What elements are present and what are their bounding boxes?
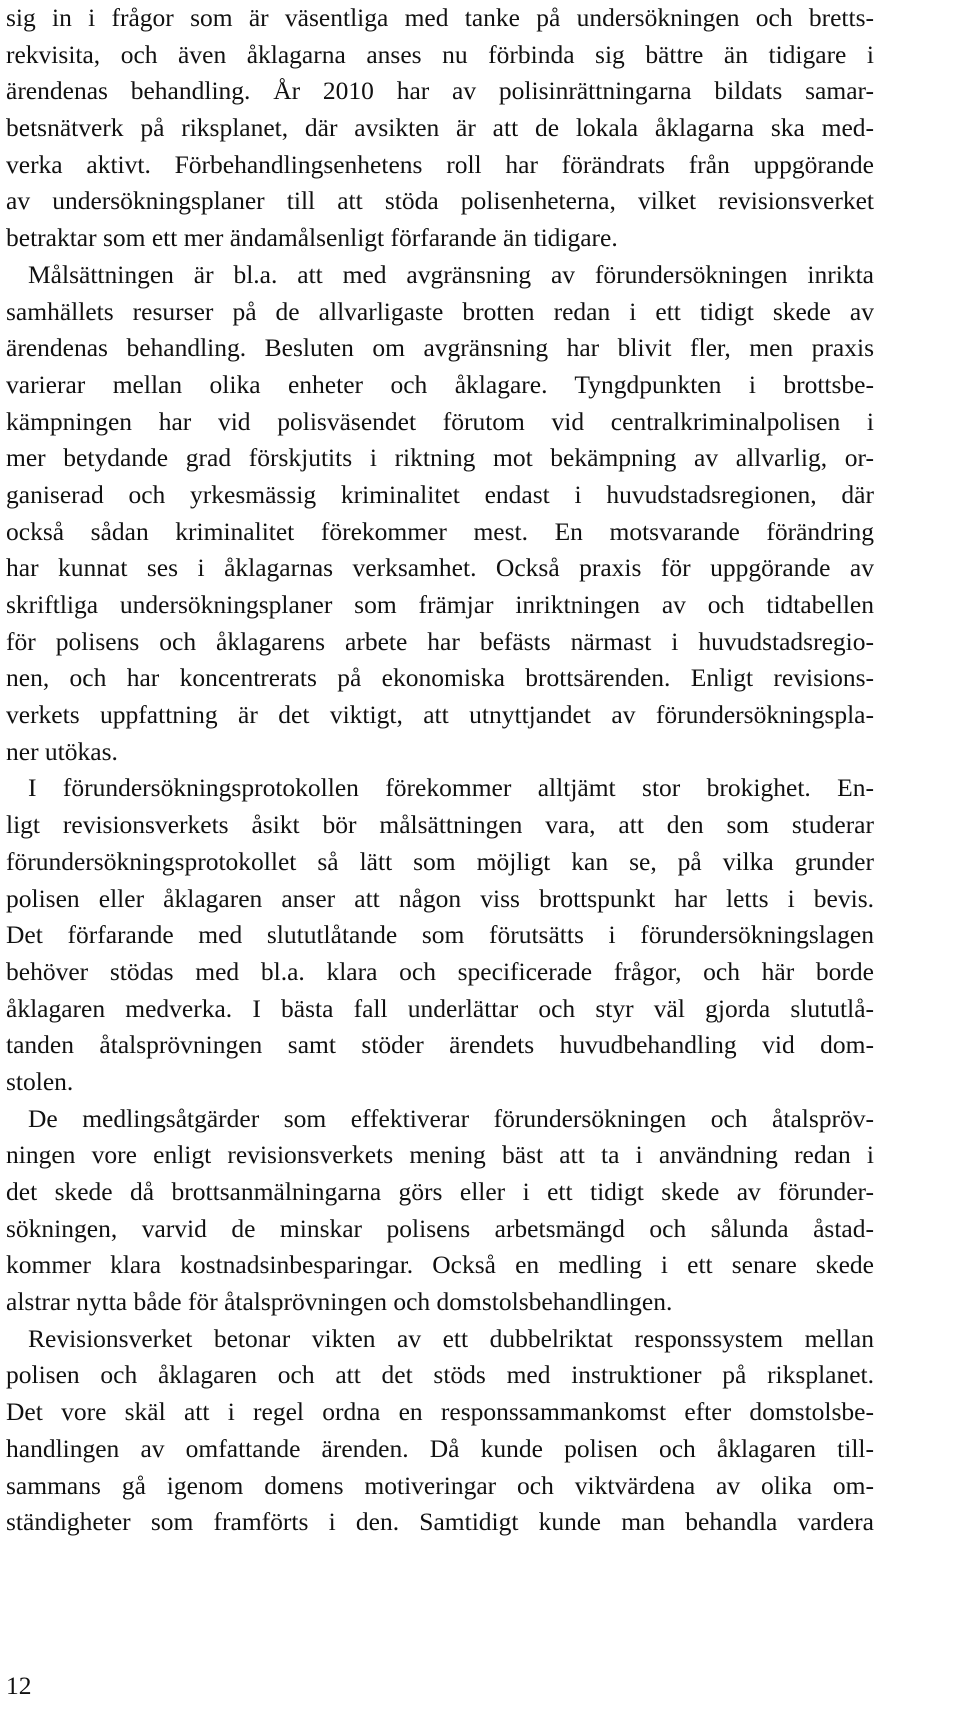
- text-line: av undersökningsplaner till att stöda polisenheterna, vilket revisionsverket: [6, 186, 874, 216]
- text-line: också sådan kriminalitet förekommer mest. En motsvarande förändring: [6, 516, 874, 546]
- text-line: ningen vore enligt revisionsverkets mening bäst att ta i användning redan i: [6, 1140, 874, 1170]
- text-line: betsnätverk på riksplanet, där avsikten är att de lokala åklagarna ska med-: [6, 113, 874, 143]
- text-line: samhällets resurser på de allvarligaste brotten redan i ett tidigt skede av: [6, 296, 874, 326]
- page-number: 12: [6, 1671, 32, 1700]
- text-line: skriftliga undersökningsplaner som främjar inriktningen av och tidtabellen: [6, 590, 874, 619]
- text-line: mer betydande grad förskjutits i riktning mot bekämpning av allvarlig, or-: [6, 443, 874, 473]
- text-line: handlingen av omfattande ärenden. Då kunde polisen och åklagaren till-: [6, 1433, 874, 1463]
- text-line: åklagaren medverka. I bästa fall underlättar och styr väl gjorda slututlå-: [6, 993, 874, 1023]
- text-line: sig in i frågor som är väsentliga med tanke på undersökningen och bretts-: [6, 3, 874, 32]
- text-line: tanden åtalsprövningen samt stöder ärendets huvudbehandling vid dom-: [6, 1030, 874, 1060]
- text-line: Det förfarande med slututlåtande som förutsätts i förundersökningslagen: [6, 920, 874, 950]
- text-line: alstrar nytta både för åtalsprövningen och domstolsbehandlingen.: [6, 1287, 673, 1317]
- text-line: Målsättningen är bl.a. att med avgränsning av förundersökningen inrikta: [28, 259, 874, 289]
- text-line: har kunnat ses i åklagarnas verksamhet. Också praxis för uppgörande av: [6, 553, 874, 583]
- text-line: kämpningen har vid polisväsendet förutom vid centralkriminalpolisen i: [6, 406, 874, 436]
- text-line: ligt revisionsverkets åsikt bör målsättningen vara, att den som studerar: [6, 810, 874, 840]
- text-line: verkets uppfattning är det viktigt, att utnyttjandet av förundersökningspla-: [6, 700, 874, 730]
- text-line: kommer klara kostnadsinbesparingar. Också en medling i ett senare skede: [6, 1250, 874, 1280]
- text-line: ständigheter som framförts i den. Samtidigt kunde man behandla vardera: [6, 1507, 874, 1537]
- text-line: ganiserad och yrkesmässig kriminalitet endast i huvudstadsregionen, där: [6, 479, 874, 509]
- text-line: polisen och åklagaren och att det stöds med instruktioner på riksplanet.: [6, 1360, 874, 1390]
- text-line: sökningen, varvid de minskar polisens arbetsmängd och sålunda åstad-: [6, 1213, 874, 1243]
- text-line: Det vore skäl att i regel ordna en responssammankomst efter domstolsbe-: [6, 1397, 874, 1427]
- text-line: verka aktivt. Förbehandlingsenhetens roll har förändrats från uppgörande: [6, 149, 874, 179]
- text-line: betraktar som ett mer ändamålsenligt förfarande än tidigare.: [6, 223, 618, 253]
- text-line: nen, och har koncentrerats på ekonomiska brottsärenden. Enligt revisions-: [6, 663, 874, 693]
- text-line: varierar mellan olika enheter och åklagare. Tyngdpunkten i brottsbe-: [6, 369, 874, 399]
- text-line: I förundersökningsprotokollen förekommer alltjämt stor brokighet. En-: [28, 773, 874, 803]
- text-line: sammans gå igenom domens motiveringar och viktvärdena av olika om-: [6, 1470, 874, 1500]
- text-line: Revisionsverket betonar vikten av ett dubbelriktat responssystem mellan: [28, 1323, 874, 1353]
- document-body: [6, 0, 874, 1541]
- text-line: rekvisita, och även åklagarna anses nu förbinda sig bättre än tidigare i: [6, 39, 874, 69]
- text-line: ärendenas behandling. Besluten om avgränsning har blivit fler, men praxis: [6, 333, 874, 363]
- text-line: förundersökningsprotokollet så lätt som möjligt kan se, på vilka grunder: [6, 846, 874, 876]
- text-line: behöver stödas med bl.a. klara och specificerade frågor, och här borde: [6, 956, 874, 986]
- text-line: det skede då brottsanmälningarna görs eller i ett tidigt skede av förunder-: [6, 1177, 874, 1206]
- text-line: stolen.: [6, 1066, 74, 1096]
- text-line: för polisens och åklagarens arbete har befästs närmast i huvudstadsregio-: [6, 626, 874, 656]
- text-line: ärendenas behandling. År 2010 har av polisinrättningarna bildats samar-: [6, 76, 874, 106]
- text-line: ner utökas.: [6, 736, 118, 766]
- text-line: polisen eller åklagaren anser att någon viss brottspunkt har letts i bevis.: [6, 883, 874, 913]
- text-line: De medlingsåtgärder som effektiverar förundersökningen och åtalspröv-: [28, 1103, 874, 1133]
